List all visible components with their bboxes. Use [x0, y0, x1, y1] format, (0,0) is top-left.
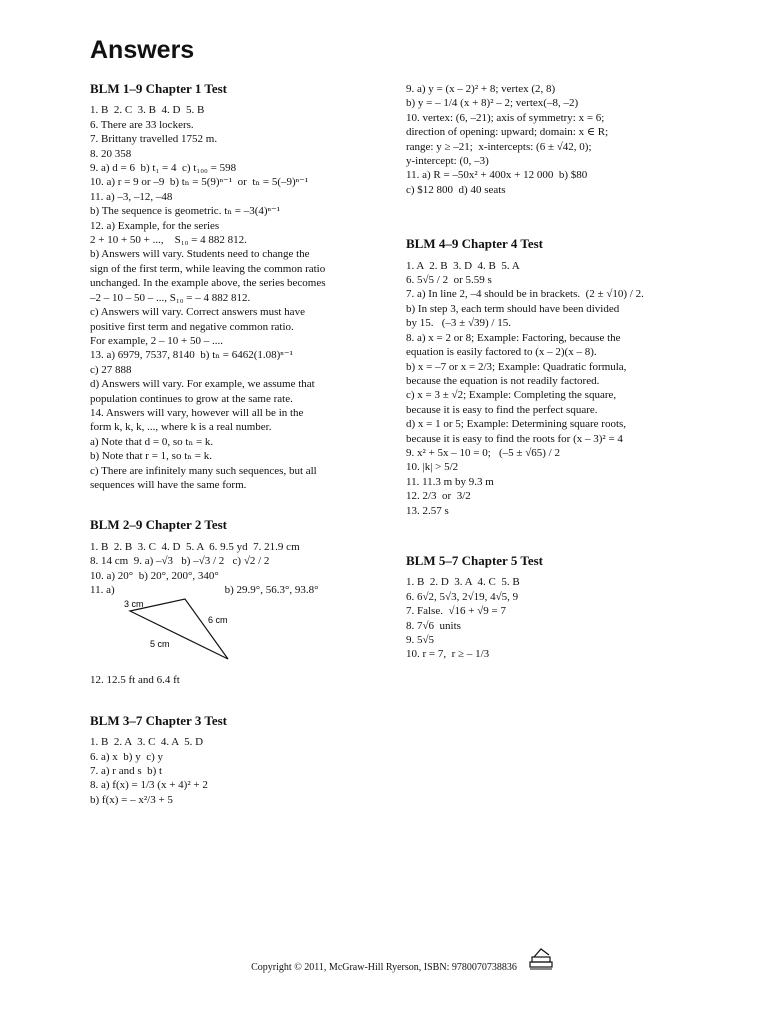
- triangle-side-label: 3 cm: [124, 599, 144, 610]
- triangle-shape: [130, 599, 228, 659]
- answer-line: 1. A 2. B 3. D 4. B 5. A: [406, 259, 520, 272]
- answer-line: 11. a) –3, –12, –48: [90, 190, 173, 203]
- answer-line: equation is easily factored to (x – 2)(x – 8).: [406, 346, 597, 359]
- answer-line: c) Answers will vary. Correct answers must have: [90, 306, 305, 319]
- answer-line: 7. Brittany travelled 1752 m.: [90, 133, 218, 146]
- answer-line: because it is easy to find the perfect square.: [406, 403, 598, 416]
- section-chapter-3-test: [90, 714, 365, 807]
- section-chapter-4-test: [406, 237, 666, 518]
- answer-line: –2 – 10 – 50 – ..., S₁₀ = – 4 882 812.: [90, 291, 251, 304]
- answer-line: 6. There are 33 lockers.: [90, 118, 194, 131]
- answer-line: 11. a) R = –50x² + 400x + 12 000 b) $80: [406, 169, 588, 182]
- answer-line: 6. 5√5 / 2 or 5.59 s: [406, 274, 492, 287]
- section-chapter-3-continued: [406, 82, 666, 197]
- answer-line: 12. 2/3 or 3/2: [406, 490, 471, 503]
- page-title: Answers: [90, 36, 195, 64]
- answer-line: 6. 6√2, 5√3, 2√19, 4√5, 9: [406, 590, 519, 603]
- section-chapter-1-test: [90, 82, 365, 492]
- answer-line: 1. B 2. C 3. B 4. D 5. B: [90, 104, 205, 117]
- footer-copyright: Copyright © 2011, McGraw-Hill Ryerson, ISBN: 9780070738836: [251, 962, 517, 973]
- answer-line: 14. Answers will vary, however will all be in the: [90, 406, 304, 419]
- answer-line: because it is easy to find the roots for (x – 3)² = 4: [406, 432, 623, 445]
- answer-line: a) Note that d = 0, so tₙ = k.: [90, 435, 214, 448]
- answer-line: 10. r = 7, r ≥ – 1/3: [406, 648, 490, 661]
- answer-line: 8. 14 cm 9. a) –√3 b) –√3 / 2 c) √2 / 2: [90, 555, 270, 568]
- answer-line: population continues to grow at the same rate.: [90, 392, 293, 405]
- answer-line: 7. a) In line 2, –4 should be in brackets. (2 ± √10) / 2.: [406, 288, 644, 301]
- answer-line: 10. vertex: (6, –21); axis of symmetry: x = 6;: [406, 111, 605, 124]
- answer-line: 10. |k| > 5/2: [406, 461, 459, 474]
- answer-line: b) Answers will vary. Students need to change the: [90, 248, 310, 261]
- answer-line: 8. a) f(x) = 1/3 (x + 4)² + 2: [90, 779, 208, 792]
- answer-line: direction of opening: upward; domain: x ∈ R;: [406, 126, 609, 139]
- answer-line: by 15. (–3 ± √39) / 15.: [406, 317, 511, 330]
- answer-line: b) Note that r = 1, so tₙ = k.: [90, 450, 212, 463]
- section-heading: BLM 3–7 Chapter 3 Test: [90, 712, 227, 728]
- section-chapter-2-test: [90, 518, 365, 687]
- answer-line: 1. B 2. B 3. C 4. D 5. A 6. 9.5 yd 7. 21.9 cm: [90, 540, 300, 553]
- answer-line: d) x = 1 or 5; Example: Determining square roots,: [406, 418, 627, 431]
- answer-line: b) In step 3, each term should have been divided: [406, 302, 620, 315]
- answer-line: c) x = 3 ± √2; Example: Completing the square,: [406, 389, 617, 402]
- answer-line: 8. a) x = 2 or 8; Example: Factoring, because the: [406, 331, 621, 344]
- answer-line: 11. 11.3 m by 9.3 m: [406, 475, 494, 488]
- left-column: [90, 82, 365, 833]
- answer-line: 10. a) 20° b) 20°, 200°, 340°: [90, 569, 219, 582]
- answer-line: d) Answers will vary. For example, we assume that: [90, 378, 315, 391]
- answer-line: y-intercept: (0, –3): [406, 155, 489, 168]
- answer-line: 10. a) r = 9 or –9 b) tₙ = 5(9)ⁿ⁻¹ or tₙ = 5(–9)ⁿ⁻¹: [90, 176, 309, 189]
- answer-line: positive first term and negative common ratio.: [90, 320, 294, 333]
- right-column: [406, 82, 666, 688]
- triangle-side-label: 6 cm: [208, 615, 228, 626]
- section-heading: BLM 5–7 Chapter 5 Test: [406, 552, 543, 568]
- section-chapter-5-test: [406, 554, 666, 662]
- answer-line: c) There are infinitely many such sequences, but all: [90, 464, 317, 477]
- answer-line: 12. a) Example, for the series: [90, 219, 220, 232]
- answer-line: form k, k, k, ..., where k is a real number.: [90, 421, 272, 434]
- answer-line: 9. a) y = (x – 2)² + 8; vertex (2, 8): [406, 83, 556, 95]
- answer-line: 12. 12.5 ft and 6.4 ft: [90, 674, 180, 687]
- answer-line: 9. a) d = 6 b) t₁ = 4 c) t₁₀₀ = 598: [90, 162, 237, 175]
- answer-line: b) The sequence is geometric. tₙ = –3(4)ⁿ⁻¹: [90, 205, 281, 218]
- book-stack-icon: [527, 946, 555, 972]
- triangle-side-label: 5 cm: [150, 639, 170, 650]
- answer-line: b) y = – 1/4 (x + 8)² – 2; vertex(–8, –2): [406, 97, 579, 110]
- answer-line: unchanged. In the example above, the series becomes: [90, 277, 326, 290]
- answer-line: sign of the first term, while leaving the common ratio: [90, 262, 326, 275]
- answer-line: 1. B 2. D 3. A 4. C 5. B: [406, 576, 520, 589]
- answer-line: 7. a) r and s b) t: [90, 765, 163, 778]
- answer-line: 9. 5√5: [406, 634, 435, 646]
- answer-line: b) x = –7 or x = 2/3; Example: Quadratic formula,: [406, 360, 627, 373]
- answer-line: c) $12 800 d) 40 seats: [406, 183, 506, 196]
- answer-line: 2 + 10 + 50 + ..., S₁₀ = 4 882 812.: [90, 234, 247, 247]
- answer-line: 9. x² + 5x – 10 = 0; (–5 ± √65) / 2: [406, 446, 560, 459]
- triangle-diagram: [110, 597, 310, 667]
- answer-line: 13. a) 6979, 7537, 8140 b) tₙ = 6462(1.08)ⁿ⁻¹: [90, 349, 293, 362]
- answer-line: 6. a) x b) y c) y: [90, 750, 164, 763]
- answer-line: sequences will have the same form.: [90, 478, 247, 491]
- answer-line: 11. a) b) 29.9°, 56.3°, 93.8°: [90, 584, 319, 596]
- section-heading: BLM 4–9 Chapter 4 Test: [406, 236, 543, 252]
- answer-line: range: y ≥ –21; x-intercepts: (6 ± √42, 0);: [406, 140, 592, 153]
- answer-line: For example, 2 – 10 + 50 – ....: [90, 334, 223, 347]
- answer-line: 8. 7√6 units: [406, 619, 461, 632]
- answer-line: 7. False. √16 + √9 = 7: [406, 605, 506, 618]
- answer-line: 13. 2.57 s: [406, 504, 449, 517]
- answer-line: b) f(x) = – x²/3 + 5: [90, 793, 173, 806]
- answer-line: because the equation is not readily factored.: [406, 374, 600, 387]
- answer-line: 1. B 2. A 3. C 4. A 5. D: [90, 736, 204, 749]
- section-heading: BLM 2–9 Chapter 2 Test: [90, 517, 227, 533]
- section-heading: BLM 1–9 Chapter 1 Test: [90, 81, 227, 96]
- answer-line: 8. 20 358: [90, 147, 132, 160]
- answer-line: c) 27 888: [90, 363, 132, 376]
